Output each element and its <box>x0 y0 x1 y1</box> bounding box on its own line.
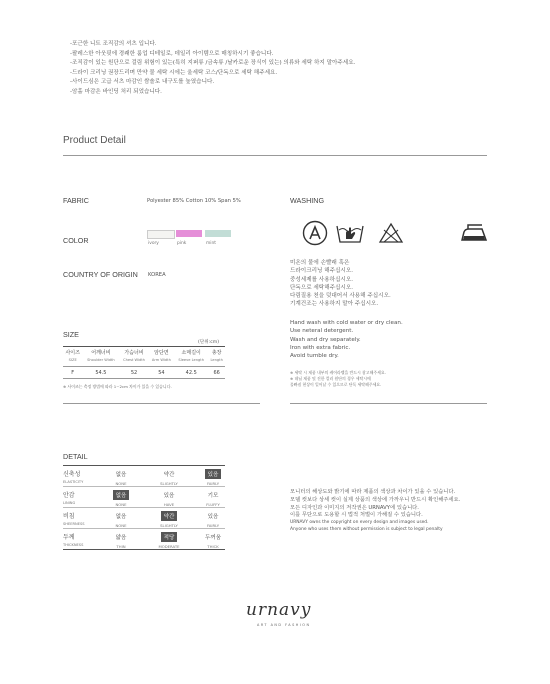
detail-row-sheerness <box>63 511 225 533</box>
intro-text <box>70 40 355 98</box>
detail-option-en: NONE <box>115 481 127 486</box>
intro-line: -암홀 마감은 바인딩 처리 되었습니다. <box>70 88 162 95</box>
size-note: ※ 사이즈는 측정 방법에 따라 1~2cm 차이가 있을 수 있습니다. <box>63 384 172 389</box>
size-cell: 52 <box>130 370 138 376</box>
washing-divider <box>290 403 487 404</box>
notice-ko-line: 모델 컷보다 상세 컷이 실제 상품의 색상에 가까우니 반드시 확인해주세요. <box>290 496 461 503</box>
hand-wash-icon <box>335 222 365 244</box>
detail-row-label <box>63 490 75 505</box>
detail-option-ko: 약간 <box>161 511 178 521</box>
fabric-value: Polyester 85% Cotton 10% Span 5% <box>147 198 241 204</box>
washing-en-line: Use neteral detergent. <box>290 328 354 335</box>
washing-ko-line: 중성세제를 사용하십시오. <box>290 276 353 283</box>
dry-clean-a-icon <box>302 220 328 246</box>
notice-ko-line: 모니터의 해상도와 밝기에 따라 제품의 색상과 차이가 있을 수 있습니다. <box>290 489 456 495</box>
size-cell: F <box>71 370 75 376</box>
notice-ko-line: 이를 무단으로 도용할 시 법적 처벌이 가해질 수 있습니다. <box>290 512 423 519</box>
detail-row-en: ELASTICITY <box>63 480 84 484</box>
detail-option-en: NONE <box>115 502 127 507</box>
detail-option <box>103 490 139 507</box>
detail-option <box>197 469 229 486</box>
size-header-en: Length <box>210 358 223 362</box>
detail-row-label <box>63 469 83 484</box>
intro-line: -포근한 니트 조직감의 셔츠 입니다. <box>70 41 157 47</box>
swatch-label: ivory <box>148 241 159 246</box>
detail-row-divider <box>63 507 225 508</box>
detail-row-ko: 두께 <box>63 534 75 541</box>
detail-top-rule <box>63 465 225 466</box>
color-swatch-mint <box>205 230 231 237</box>
size-header: 소매길이 <box>181 349 201 356</box>
washing-ko-line: 미온의 물에 손빨래 혹은 <box>290 260 350 266</box>
notice-en-line: URNAVY owns the copyright on every design and images used. <box>290 520 429 526</box>
section-divider <box>63 155 487 156</box>
detail-row-ko: 안감 <box>63 492 75 499</box>
fabric-label: FABRIC <box>63 196 89 205</box>
size-table-bottom-rule <box>63 378 225 379</box>
washing-note: ※ 세탁 시 제품 내부의 케어라벨을 반드시 참고해주세요. <box>290 370 386 375</box>
washing-notes <box>290 370 386 387</box>
detail-option-ko: 있음 <box>207 514 219 520</box>
detail-row-divider <box>63 486 225 487</box>
color-label: COLOR <box>63 236 89 245</box>
size-header-en: Sleeve Length <box>178 358 204 362</box>
detail-row-thickness <box>63 532 225 554</box>
washing-ko-line: 다림질용 천을 덧대어서 사용해 주십시오. <box>290 293 391 300</box>
size-cell: 54 <box>158 370 165 376</box>
intro-line: -팔레스한 아웃핏에 경쾌한 룸업 디테일로, 데일리 아이템으로 매칭하시기 좋습니다. <box>70 50 274 57</box>
size-unit: (단위:cm) <box>198 340 220 345</box>
intro-line: -드라이 크리닝 권장드리며 만약 물 세탁 시에는 울세탁 코스/단독으로 세탁 해주세요. <box>70 69 278 76</box>
size-header-en: Shoulder Width <box>87 358 115 362</box>
detail-option <box>103 532 139 549</box>
notice-text <box>290 489 460 533</box>
detail-option <box>103 511 139 528</box>
detail-option <box>151 532 187 549</box>
detail-option-ko: 있음 <box>163 493 175 499</box>
detail-option-en: NONE <box>115 523 127 528</box>
size-cell: 66 <box>213 370 220 376</box>
size-cell: 54.5 <box>95 370 107 376</box>
washing-en-line: Wash and dry separately. <box>290 336 361 343</box>
detail-option-en: FAIRLY <box>206 481 220 486</box>
size-divider <box>63 403 260 404</box>
detail-row-en: SHEERNESS <box>63 522 85 526</box>
detail-row-label <box>63 511 85 526</box>
detail-option <box>151 511 187 528</box>
detail-option-en: SLIGHTLY <box>160 523 178 528</box>
size-header-en: SIZE <box>68 358 77 362</box>
detail-option-ko: 약간 <box>163 472 175 478</box>
detail-option <box>151 490 187 507</box>
size-header-en: Chest Width <box>123 358 145 362</box>
detail-row-ko: 신축성 <box>63 471 81 478</box>
swatch-label: pink <box>177 241 187 246</box>
washing-note: ※ 데님 제품 및 진한 컬러 원단의 경우 세탁시에 <box>290 375 371 381</box>
detail-row-en: THICKNESS <box>63 543 84 547</box>
origin-value: KOREA <box>148 272 166 278</box>
size-header: 총장 <box>211 349 222 356</box>
detail-option-ko: 없음 <box>115 472 127 478</box>
size-header: 암단면 <box>154 349 169 356</box>
washing-ko-text <box>290 259 391 309</box>
size-label: SIZE <box>63 330 79 339</box>
detail-option-en: THICK <box>207 544 219 549</box>
detail-option-ko: 기모 <box>207 493 219 499</box>
iron-low-icon <box>460 223 488 243</box>
detail-option-en: THIN <box>116 544 126 549</box>
size-header: 어깨너비 <box>91 349 111 356</box>
detail-option-en: SLIGHTLY <box>160 481 178 486</box>
size-table-top-rule <box>63 346 225 347</box>
color-swatch-ivory <box>147 230 175 239</box>
intro-line: -사이드심은 고급 서츠 마감인 쌈솔로 내구도를 높였습니다. <box>70 79 215 86</box>
detail-option-ko: 두꺼움 <box>204 535 222 541</box>
color-swatch-pink <box>176 230 202 237</box>
detail-option <box>151 469 187 486</box>
brand-tagline: ART AND FASHION <box>257 623 311 627</box>
detail-row-divider <box>63 528 225 529</box>
table-row <box>63 369 225 377</box>
detail-option-ko: 있음 <box>205 469 222 479</box>
washing-en-line: Hand wash with cold water or dry clean. <box>290 320 403 326</box>
washing-ko-line: 드라이크리닝 해주십시오. <box>290 268 353 275</box>
brand-logo: urnavy <box>246 600 312 620</box>
washing-label: WASHING <box>290 196 325 205</box>
size-table <box>63 348 225 377</box>
detail-row-elasticity <box>63 469 225 491</box>
swatch-label: mint <box>206 241 217 246</box>
detail-option-en: HAVE <box>163 502 175 507</box>
origin-label: COUNTRY OF ORIGIN <box>63 270 138 279</box>
detail-option-en: MODERATE <box>158 544 180 549</box>
product-detail-title: Product Detail <box>63 135 126 146</box>
size-header: 사이즈 <box>65 349 80 356</box>
detail-option <box>197 511 229 528</box>
washing-ko-line: 단독으로 세탁해주십시오. <box>290 284 353 291</box>
size-header-en: Arm Width <box>151 358 171 362</box>
detail-row-label <box>63 532 83 547</box>
washing-en-line: Iron with extra fabric. <box>290 344 351 351</box>
washing-en-line: Avoid tumble dry. <box>290 353 339 360</box>
detail-option <box>103 469 139 486</box>
detail-row-ko: 비침 <box>63 513 75 520</box>
washing-note: 물빠짐 현상이 일어날 수 있으므로 단독 세탁해주세요. <box>290 381 382 387</box>
detail-option <box>197 490 229 507</box>
detail-option-ko: 없음 <box>113 490 130 500</box>
washing-en-text <box>290 319 403 360</box>
intro-line: -조직감이 있는 원단으로 걸림 위험이 있는(특히 지퍼류 /금속류 /날카로운 장식이 있는) 의류와 세탁 하지 말아주세요. <box>70 60 356 67</box>
detail-option-en: FAIRLY <box>206 523 220 528</box>
detail-bottom-rule <box>63 549 225 550</box>
detail-option <box>197 532 229 549</box>
detail-label: DETAIL <box>63 452 88 461</box>
size-header: 가슴너비 <box>124 349 144 356</box>
notice-ko-line: 모든 디자인과 이미지의 저작권은 URNAVY에 있습니다. <box>290 504 419 511</box>
washing-ko-line: 기계건조는 사용하지 말아 주십시오. <box>290 301 379 308</box>
no-bleach-icon <box>378 222 404 244</box>
notice-en-line: Anyone who uses them without permission is subject to legal penalty <box>290 526 443 532</box>
detail-row-en: LINING <box>63 501 76 505</box>
detail-option-en: FLUFFY <box>206 502 220 507</box>
detail-row-lining <box>63 490 225 512</box>
detail-option-ko: 얇음 <box>115 535 127 541</box>
size-cell: 42.5 <box>185 370 197 376</box>
detail-option-ko: 없음 <box>115 514 127 520</box>
detail-option-ko: 적당 <box>161 532 178 542</box>
